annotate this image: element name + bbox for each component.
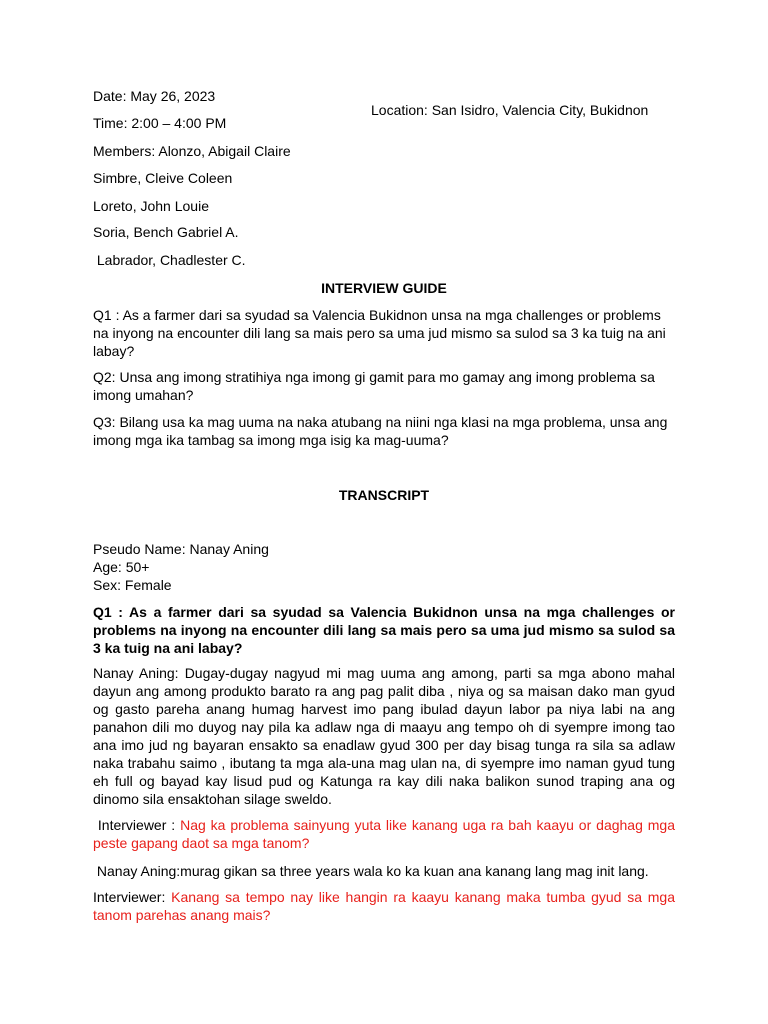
interviewer-question: Kanang sa tempo nay like hangin ra kaayu kanang maka tumba gyud sa mga tanom parehas anang mais? xyxy=(93,889,675,923)
respondent-age: Age: 50+ xyxy=(93,559,150,575)
member-line: Members: Alonzo, Abigail Claire xyxy=(93,143,291,159)
transcript-question-1: Q1 : As a farmer dari sa syudad sa Valencia Bukidnon unsa na mga challenges or problems na inyong na encounter dili lang sa mais pero sa uma jud mismo sa sulod sa 3 ka tuig na ani labay? xyxy=(93,604,675,656)
respondent-pseudo-name: Pseudo Name: Nanay Aning xyxy=(93,541,269,557)
guide-question-2: Q2: Unsa ang imong stratihiya nga imong gi gamit para mo gamay ang imong problema sa imong umahan? xyxy=(93,369,655,403)
member-line: Labrador, Chadlester C. xyxy=(93,252,246,268)
respondent-answer-2: Nanay Aning:murag gikan sa three years wala ko ka kuan ana kanang lang mag init lang. xyxy=(93,863,649,879)
interview-date: Date: May 26, 2023 xyxy=(93,88,216,104)
interviewer-label: Interviewer: xyxy=(93,889,172,905)
interviewer-question: Nag ka problema sainyung yuta like kanang uga ra bah kaayu or daghag mga peste gapang daot sa mga tanom? xyxy=(93,817,676,851)
respondent-answer-1: Nanay Aning: Dugay-dugay nagyud mi mag uuma ang among, parti sa mga abono mahal dayun ang among produkto barato ra ang pag palit diba , niya og sa maisan dako man gyud og gasto pareha anang humag harvest imo pang ibulad dayun labor pa niya labi na ang panahon dili mo duyog nay pila ka adlaw nga di maayu ang tempo oh di syempre imong tao ana imo jud ng bayaran ensakto sa enadlaw gyud 300 per day bisag tunga ra sila sa adlaw naka trabahu saimo , ibutang ta mga ala-una mag ulan na, di syempre imo naman gyud tung eh full og bayad kay lisud pud og Katunga ra kay dili naka balikon sunod traping ana og dinomo sila ensaktohan silage sweldo. xyxy=(93,665,675,807)
member-line: Simbre, Cleive Coleen xyxy=(93,170,233,186)
interviewer-turn-2 xyxy=(93,888,675,924)
interview-time: Time: 2:00 – 4:00 PM xyxy=(93,115,227,131)
interviewer-turn-1 xyxy=(93,816,675,852)
interview-guide-title: INTERVIEW GUIDE xyxy=(321,280,447,296)
member-line: Soria, Bench Gabriel A. xyxy=(93,224,239,240)
guide-question-3: Q3: Bilang usa ka mag uuma na naka atubang na niini nga klasi na mga problema, unsa ang imong mga ika tambag sa imong mga isig ka mag-uuma? xyxy=(93,414,668,448)
respondent-sex: Sex: Female xyxy=(93,577,172,593)
interviewer-label: Interviewer : xyxy=(93,817,181,833)
member-line: Loreto, John Louie xyxy=(93,198,209,214)
guide-question-1: Q1 : As a farmer dari sa syudad sa Valencia Bukidnon unsa na mga challenges or problems na inyong na encounter dili lang sa mais pero sa uma jud mismo sa sulod sa 3 ka tuig na ani labay? xyxy=(93,307,666,359)
interview-location: Location: San Isidro, Valencia City, Bukidnon xyxy=(371,102,649,118)
transcript-title: TRANSCRIPT xyxy=(338,487,430,503)
